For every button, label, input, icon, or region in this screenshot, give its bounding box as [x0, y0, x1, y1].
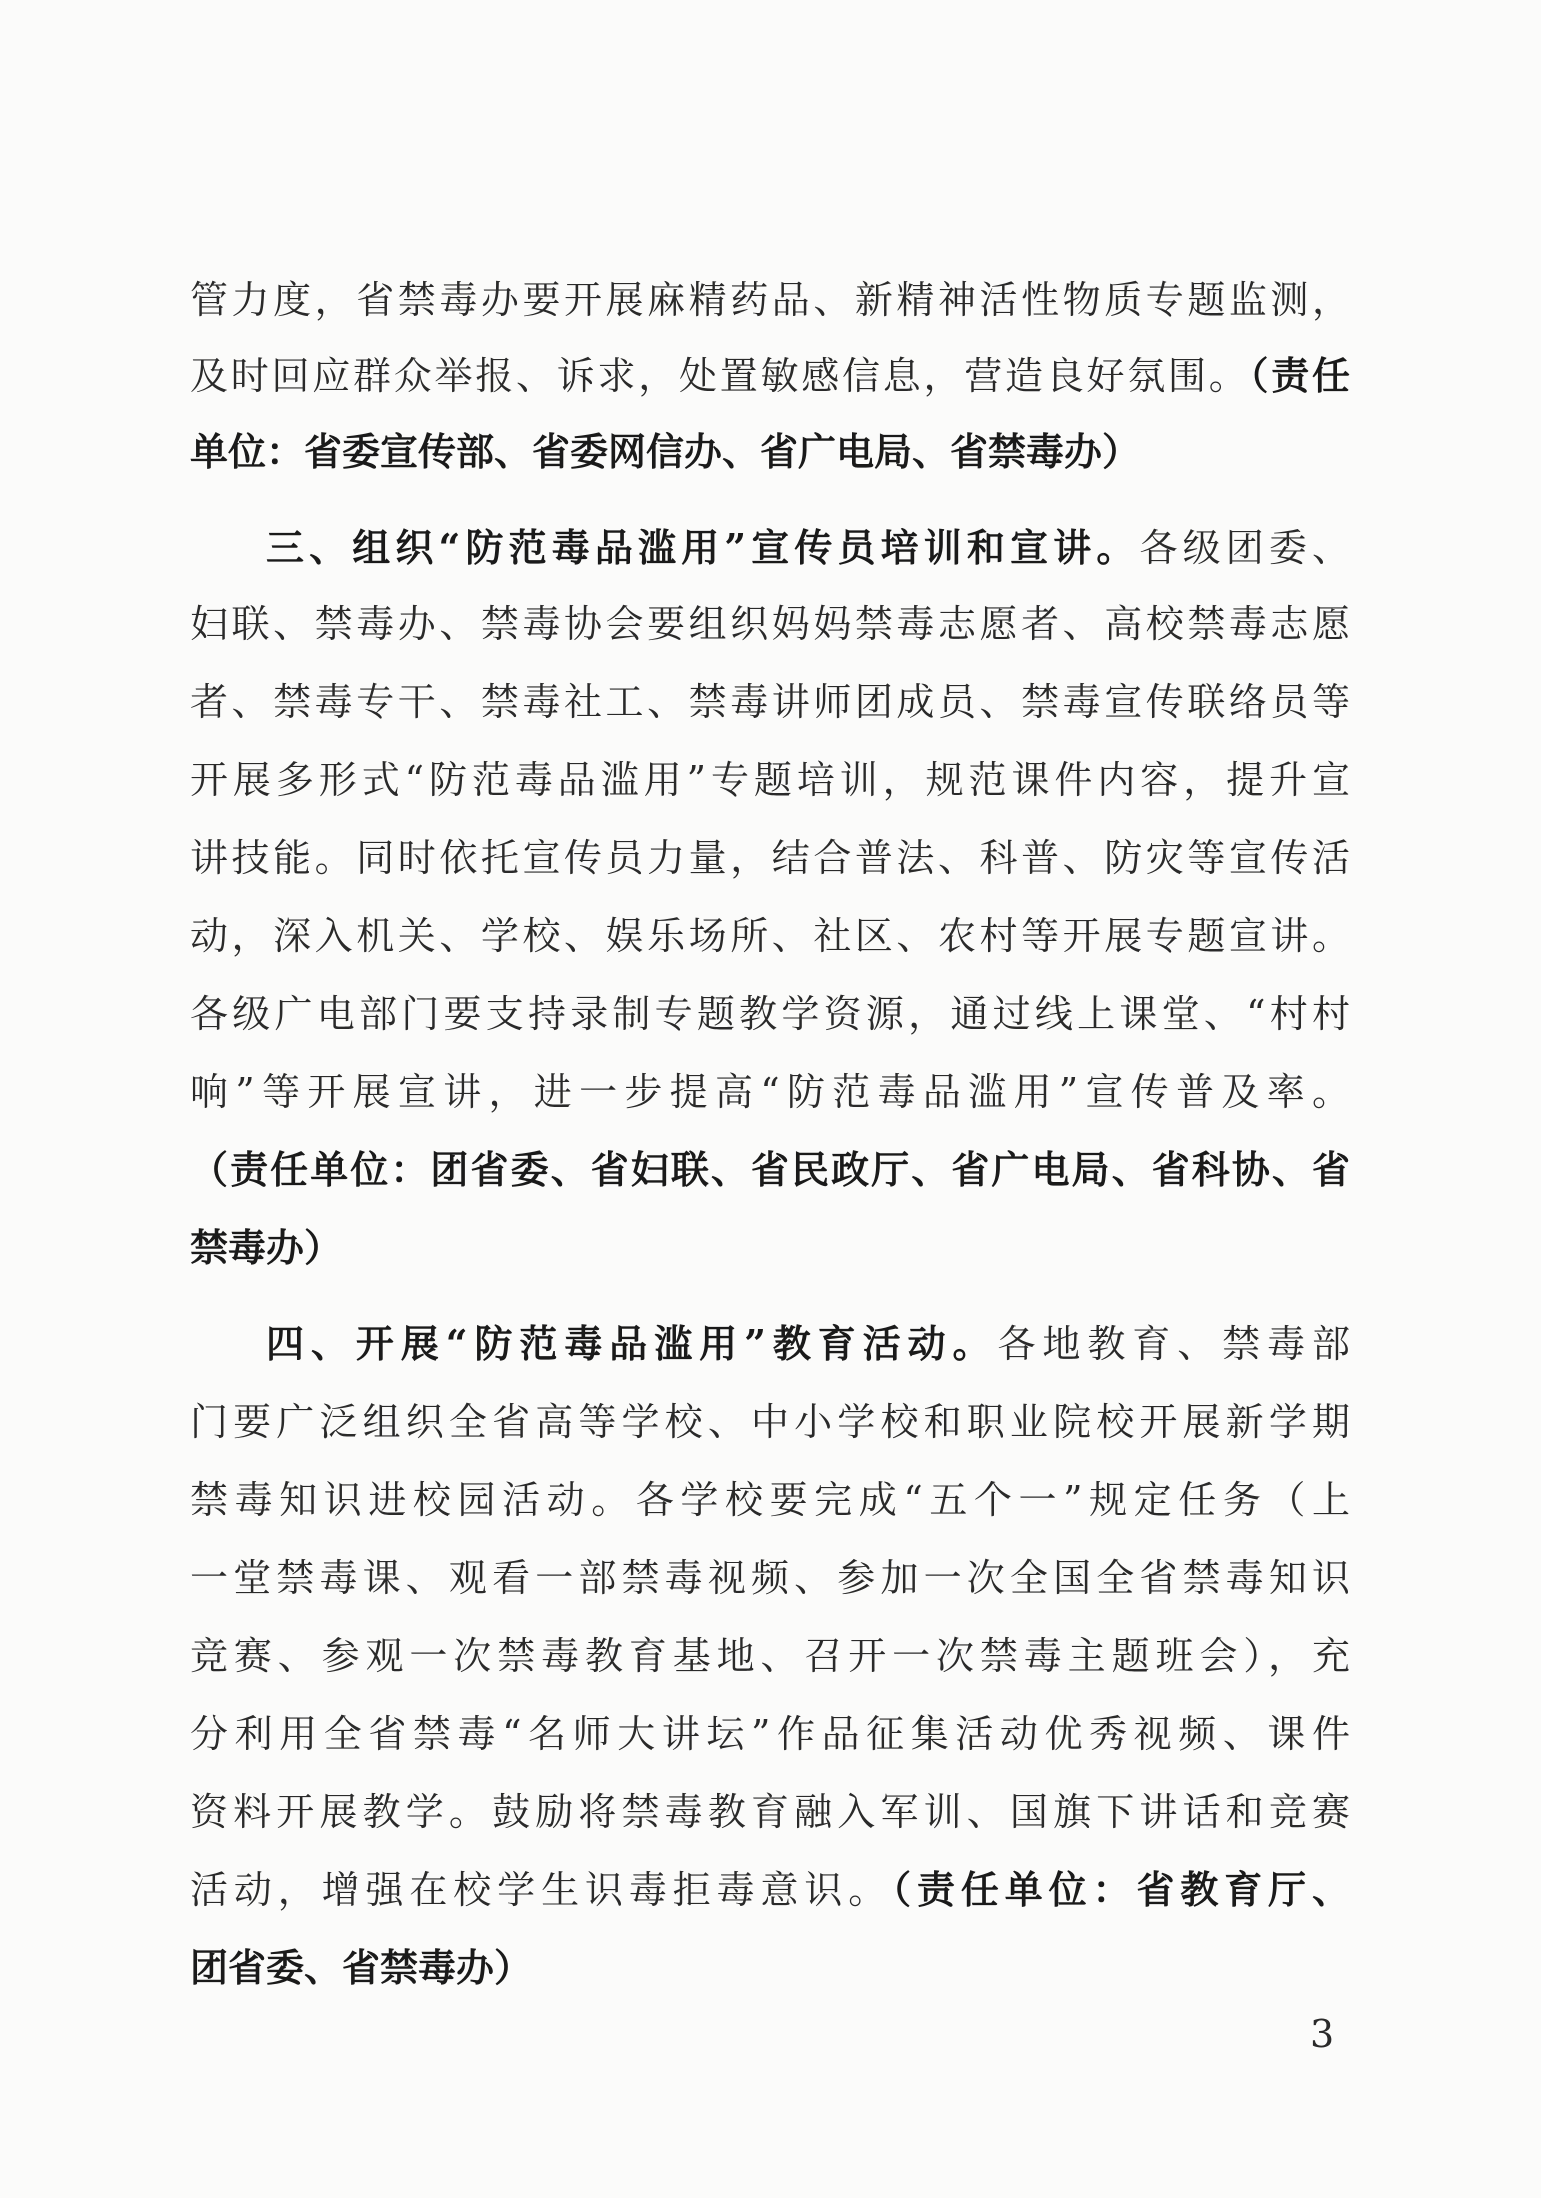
text-segment: 者、禁毒专干、禁毒社工、禁毒讲师团成员、禁毒宣传联络员等	[190, 680, 1350, 724]
text-segment: 门要广泛组织全省高等学校、中小学校和职业院校开展新学期	[190, 1400, 1350, 1444]
text-line	[190, 1930, 1350, 2006]
bold-text-segment: （责任单位：团省委、省妇联、省民政厅、省广电局、省科协、省	[190, 1147, 1350, 1192]
text-line	[190, 1696, 1350, 1772]
text-segment: 活动，增强在校学生识毒拒毒意识。	[190, 1868, 893, 1912]
bold-text-segment: （责任单位：省教育厅、	[892, 1867, 1350, 1912]
text-segment: 动，深入机关、学校、娱乐场所、社区、农村等开展专题宣讲。	[190, 914, 1350, 958]
text-segment: 各级广电部门要支持录制专题教学资源，通过线上课堂、“村村	[190, 992, 1350, 1036]
text-line	[190, 1210, 1350, 1286]
text-segment: 各地教育、禁毒部	[997, 1322, 1350, 1366]
text-segment: 讲技能。同时依托宣传员力量，结合普法、科普、防灾等宣传活	[190, 836, 1350, 880]
text-line	[190, 338, 1350, 414]
text-segment: 分利用全省禁毒“名师大讲坛”作品征集活动优秀视频、课件	[190, 1712, 1350, 1756]
bold-text-segment: （责任	[1249, 353, 1350, 398]
text-segment: 竞赛、参观一次禁毒教育基地、召开一次禁毒主题班会），充	[190, 1634, 1350, 1678]
text-segment: 开展多形式“防范毒品滥用”专题培训，规范课件内容，提升宣	[190, 758, 1350, 802]
text-segment: 妇联、禁毒办、禁毒协会要组织妈妈禁毒志愿者、高校禁毒志愿	[190, 602, 1350, 646]
text-segment: 管力度，省禁毒办要开展麻精药品、新精神活性物质专题监测，	[190, 278, 1350, 322]
page-number: 3	[1310, 2012, 1335, 2056]
text-segment: 资料开展教学。鼓励将禁毒教育融入军训、国旗下讲话和竞赛	[190, 1790, 1350, 1834]
text-line	[190, 1462, 1350, 1538]
text-line	[190, 1132, 1350, 1208]
text-line	[266, 510, 1350, 586]
text-line	[190, 820, 1350, 896]
text-line	[190, 414, 1350, 490]
text-line	[190, 1054, 1350, 1130]
bold-text-segment: 禁毒办）	[190, 1225, 343, 1270]
bold-text-segment: 四、开展“防范毒品滥用”教育活动。	[266, 1321, 998, 1366]
text-line	[190, 664, 1350, 740]
text-line	[190, 898, 1350, 974]
text-segment: 一堂禁毒课、观看一部禁毒视频、参加一次全国全省禁毒知识	[190, 1556, 1350, 1600]
text-line	[266, 1306, 1350, 1382]
text-line	[190, 1618, 1350, 1694]
text-line	[190, 1852, 1350, 1928]
text-segment: 响”等开展宣讲，进一步提高“防范毒品滥用”宣传普及率。	[190, 1070, 1350, 1114]
text-line	[190, 1774, 1350, 1850]
bold-text-segment: 单位：省委宣传部、省委网信办、省广电局、省禁毒办）	[190, 429, 1141, 474]
text-line	[190, 1540, 1350, 1616]
text-segment: 禁毒知识进校园活动。各学校要完成“五个一”规定任务（上	[190, 1478, 1350, 1522]
bold-text-segment: 团省委、省禁毒办）	[190, 1945, 533, 1990]
text-line	[190, 976, 1350, 1052]
text-line	[190, 1384, 1350, 1460]
bold-text-segment: 三、组织“防范毒品滥用”宣传员培训和宣讲。	[266, 525, 1140, 570]
text-line	[190, 586, 1350, 662]
text-line	[190, 262, 1350, 338]
text-segment: 各级团委、	[1139, 526, 1350, 570]
text-line	[190, 742, 1350, 818]
text-segment: 及时回应群众举报、诉求，处置敏感信息，营造良好氛围。	[190, 354, 1250, 398]
